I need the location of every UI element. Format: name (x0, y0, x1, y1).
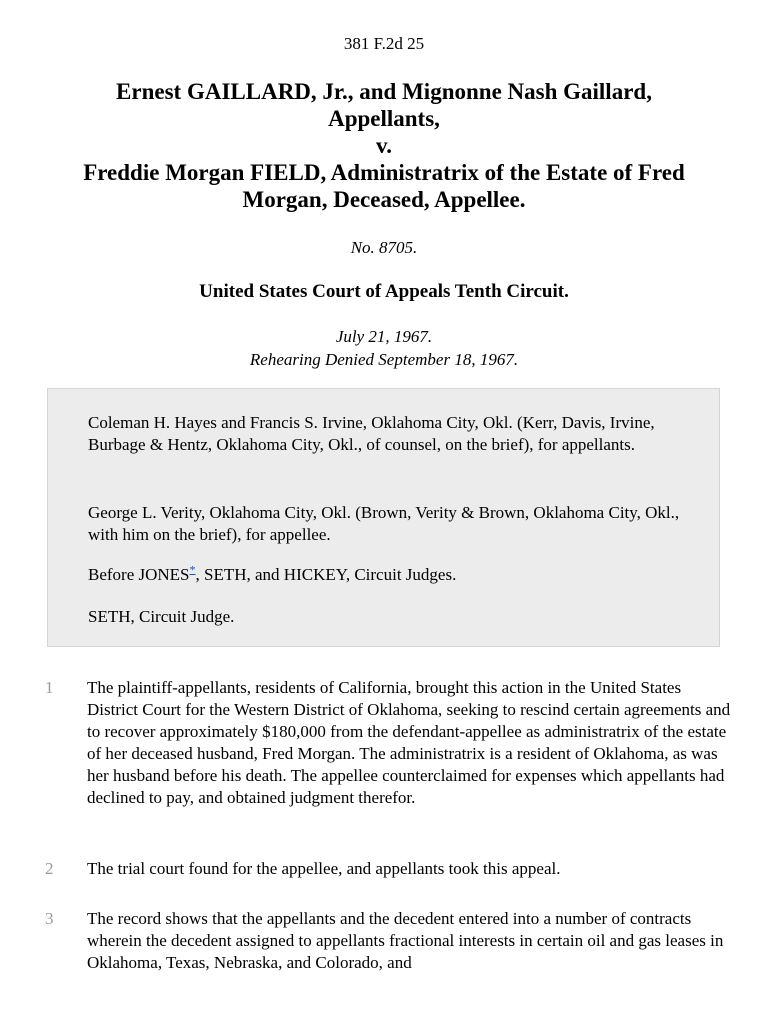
decided-date: July 21, 1967. (335, 327, 433, 346)
paragraph-text: The plaintiff-appellants, residents of California, brought this action in the United States District Court for the Western District of Oklahoma, seeking to rescind certain agreements and to recover approximately $180,000 from the defendant-appellee as administratrix of the estate of her deceased husband, Fred Morgan. The administratrix is a resident of Oklahoma, as was her husband before his death. The appellee counterclaimed for expenses which appellants had declined to pay, and obtained judgment therefor. (87, 678, 731, 807)
caption-appellants-role: Appellants, (328, 106, 440, 131)
case-caption (40, 78, 728, 213)
footnote-link[interactable]: * (189, 562, 196, 577)
panel-judges-prefix: Before JONES (88, 565, 190, 584)
case-citation: 381 F.2d 25 (343, 34, 425, 53)
rehearing-date: Rehearing Denied September 18, 1967. (249, 350, 519, 369)
paragraph-text: The trial court found for the appellee, and appellants took this appeal. (87, 859, 561, 878)
paragraph-number: 1 (45, 678, 54, 697)
caption-appellee-line: Freddie Morgan FIELD, Administratrix of the Estate of Fred (83, 160, 685, 185)
counsel-appellee: George L. Verity, Oklahoma City, Okl. (Brown, Verity & Brown, Oklahoma City, Okl., with him on the brief), for appellee. (88, 503, 680, 544)
counsel-appellants: Coleman H. Hayes and Francis S. Irvine, Oklahoma City, Okl. (Kerr, Davis, Irvine, Burbage & Hentz, Oklahoma City, Okl., of counsel, on the brief), for appellants. (88, 413, 655, 454)
caption-appellee-role: Morgan, Deceased, Appellee. (242, 187, 526, 212)
paragraph-number: 2 (45, 859, 54, 878)
opinion-author: SETH, Circuit Judge. (88, 607, 235, 626)
docket-number: No. 8705. (350, 238, 418, 257)
caption-appellants-line: Ernest GAILLARD, Jr., and Mignonne Nash Gaillard, (116, 79, 652, 104)
paragraph-number: 3 (45, 909, 54, 928)
panel-judges-suffix: , SETH, and HICKEY, Circuit Judges. (195, 565, 457, 584)
decision-dates (0, 325, 768, 371)
caption-versus: v. (376, 133, 392, 158)
counsel-box (47, 388, 720, 647)
paragraph-text: The record shows that the appellants and the decedent entered into a number of contracts wherein the decedent assigned to appellants fractional interests in certain oil and gas leases in Oklahoma, Texas, Nebraska, and Colorado, and (87, 909, 724, 972)
court-name: United States Court of Appeals Tenth Circuit. (199, 281, 569, 302)
panel-judges (88, 564, 688, 586)
